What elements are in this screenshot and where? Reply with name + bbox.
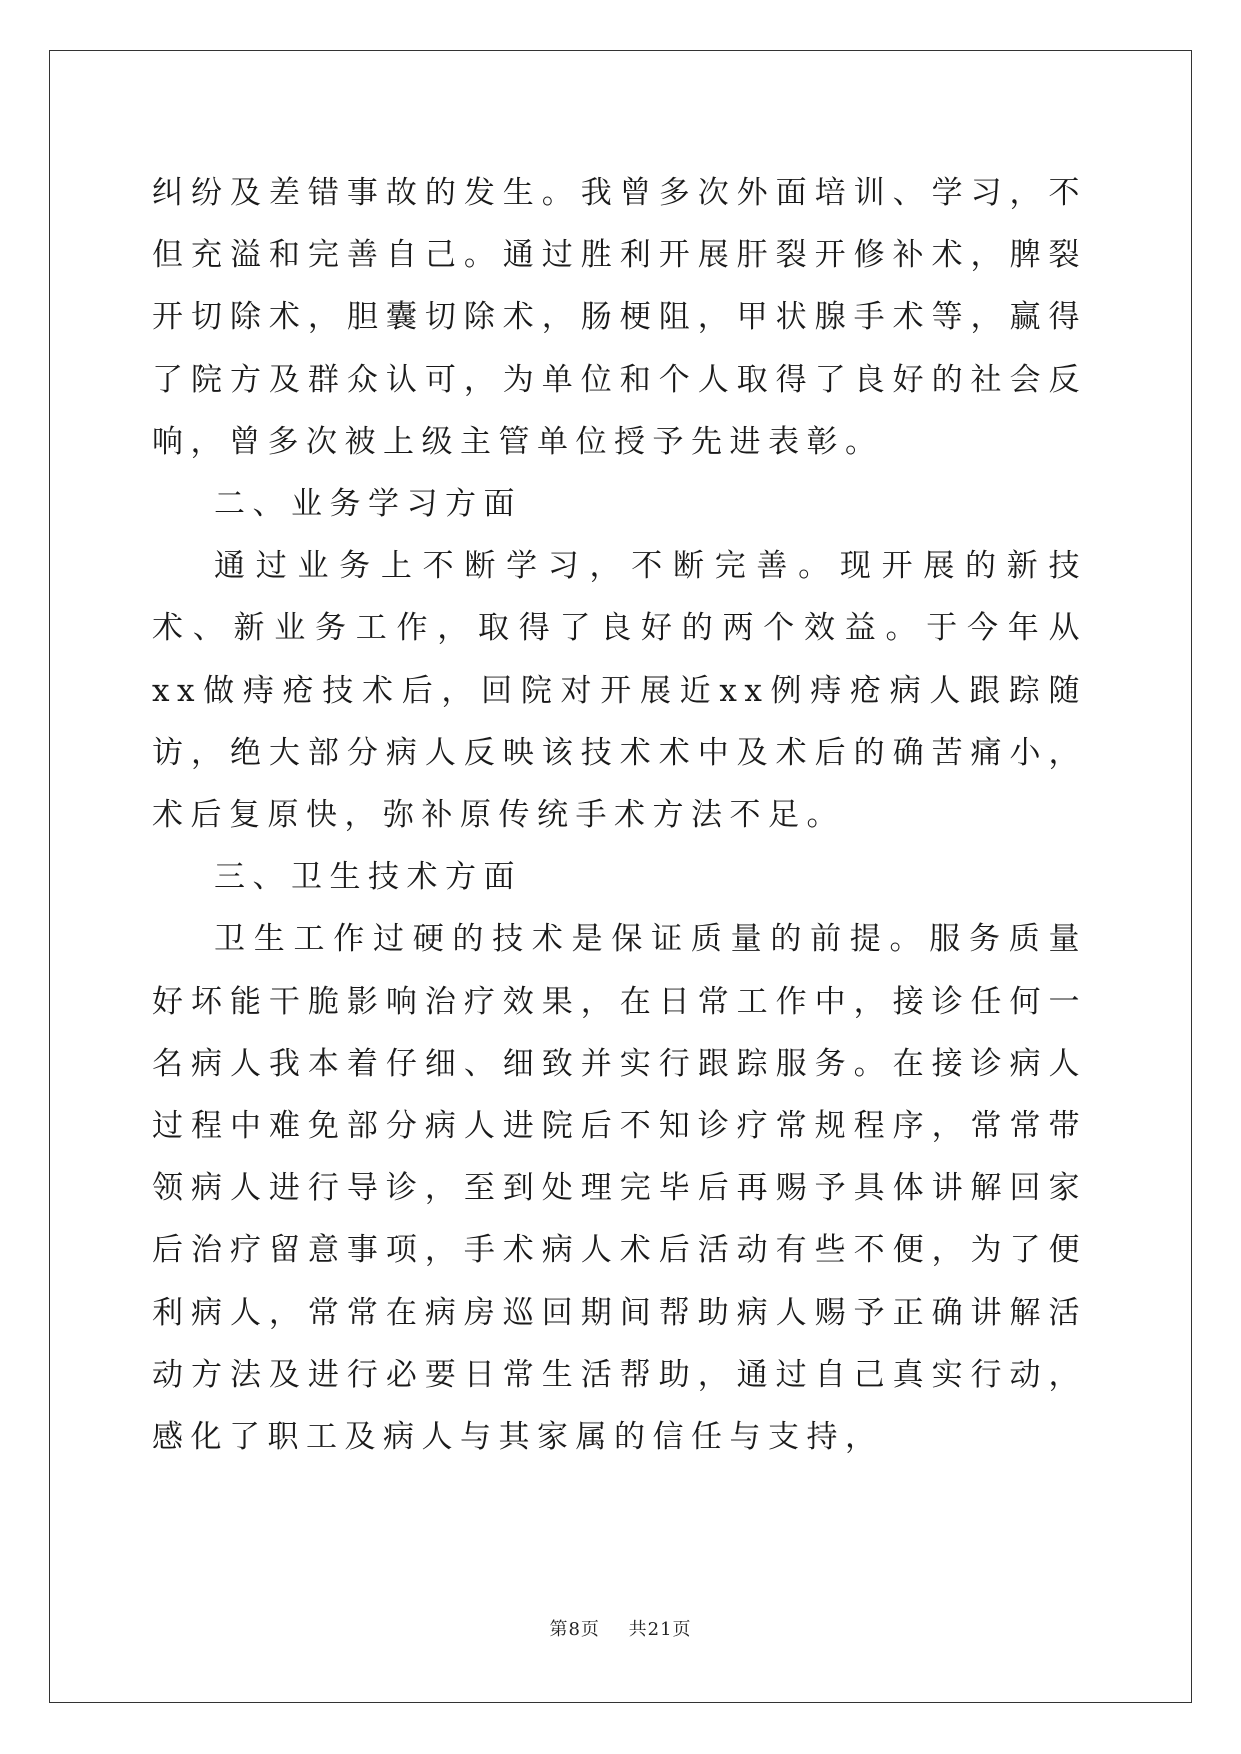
section-heading-health-technology: 三、卫生技术方面 [214,859,522,896]
document-body [152,162,1087,1468]
paragraph-health-technology: 卫生工作过硬的技术是保证质量的前提。服务质量好坏能干脆影响治疗效果，在日常工作中，接诊任何一名病人我本着仔细、细致并实行跟踪服务。在接诊病人过程中难免部分病人进院后不知诊疗常规程序，常常带领病人进行导诊，至到处理完毕后再赐予具体讲解回家后治疗留意事项，手术病人术后活动有些不便，为了便利病人，常常在病房巡回期间帮助病人赐予正确讲解活动方法及进行必要日常生活帮助，通过自己真实行动，感化了职工及病人与其家属的信任与支持， [152,921,1087,1456]
page-footer [0,1615,1241,1641]
page-number: 第8页 [549,1619,600,1640]
paragraph-business-study: 通过业务上不断学习，不断完善。现开展的新技术、新业务工作，取得了良好的两个效益。于今年从xx做痔疮技术后，回院对开展近xx例痔疮病人跟踪随访，绝大部分病人反映该技术术中及术后的确苦痛小，术后复原快，弥补原传统手术方法不足。 [152,548,1087,834]
paragraph-experience: 纠纷及差错事故的发生。我曾多次外面培训、学习，不但充溢和完善自己。通过胜利开展肝裂开修补术，脾裂开切除术，胆囊切除术，肠梗阻，甲状腺手术等，赢得了院方及群众认可，为单位和个人取得了良好的社会反响，曾多次被上级主管单位授予先进表彰。 [152,175,1087,460]
section-heading-business-study: 二、业务学习方面 [214,486,522,523]
page-total: 共21页 [628,1619,692,1640]
